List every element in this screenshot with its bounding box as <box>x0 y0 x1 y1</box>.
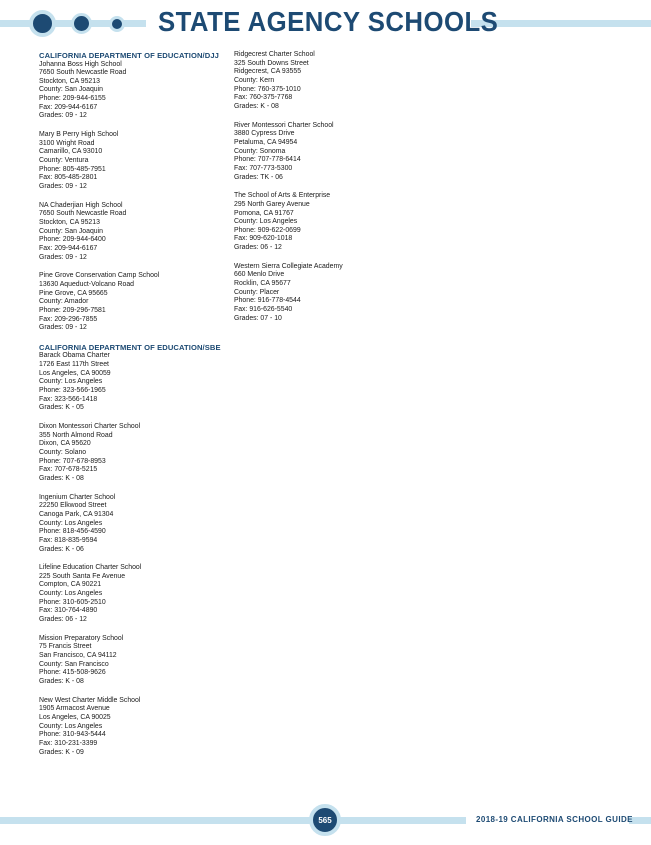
school-fax: Fax: 209-296-7855 <box>39 315 98 323</box>
page-title: STATE AGENCY SCHOOLS <box>158 6 499 37</box>
school-county: County: Ventura <box>39 157 89 165</box>
school-address: 3100 Wright Road <box>39 139 95 147</box>
school-entry <box>39 61 224 122</box>
school-address: 3880 Cypress Drive <box>234 130 295 138</box>
school-address: 13630 Aqueduct-Volcano Road <box>39 280 135 288</box>
school-fax: Fax: 209-944-6167 <box>39 244 98 252</box>
school-county: County: Placer <box>234 288 280 296</box>
school-name: Dixon Montessori Charter School <box>39 422 141 430</box>
school-entry <box>39 202 224 263</box>
school-name: Lifeline Education Charter School <box>39 564 142 572</box>
header-dot-small <box>109 16 125 32</box>
school-county: County: Solano <box>39 448 87 456</box>
school-fax: Fax: 909-620-1018 <box>234 235 293 243</box>
school-phone: Phone: 818-456-4590 <box>39 528 106 536</box>
school-fax: Fax: 760-375-7768 <box>234 94 293 102</box>
school-grades: Grades: K - 09 <box>39 748 84 756</box>
school-name: Mary B Perry High School <box>39 131 119 139</box>
school-entry <box>39 423 224 484</box>
school-county: County: Kern <box>234 76 275 84</box>
school-fax: Fax: 310-764-4890 <box>39 607 98 615</box>
school-fax: Fax: 916-626-5540 <box>234 306 293 314</box>
school-fax: Fax: 707-678-5215 <box>39 466 98 474</box>
school-fax: Fax: 209-944-6167 <box>39 103 98 111</box>
school-entry <box>39 635 224 687</box>
column-left <box>39 51 224 767</box>
school-grades: Grades: 06 - 12 <box>39 616 87 624</box>
school-phone: Phone: 805-485-7951 <box>39 165 106 173</box>
school-name: Pine Grove Conservation Camp School <box>39 272 160 280</box>
school-entry <box>39 697 224 758</box>
school-city: San Francisco, CA 94112 <box>39 652 117 660</box>
school-address: 660 Menlo Drive <box>234 271 285 279</box>
school-name: Johanna Boss High School <box>39 60 122 68</box>
school-phone: Phone: 707-778-6414 <box>234 156 301 164</box>
school-name: New West Charter Middle School <box>39 696 141 704</box>
school-address: 1905 Armacost Avenue <box>39 705 110 713</box>
school-city: Pomona, CA 91767 <box>234 209 294 217</box>
header-rule-segment <box>122 20 146 27</box>
school-phone: Phone: 916-778-4544 <box>234 297 301 305</box>
school-city: Compton, CA 90221 <box>39 581 102 589</box>
school-address: 1726 East 117th Street <box>39 361 109 369</box>
school-grades: Grades: 07 - 10 <box>234 314 282 322</box>
school-grades: Grades: K - 08 <box>234 102 279 110</box>
school-county: County: Amador <box>39 298 89 306</box>
school-phone: Phone: 310-943-5444 <box>39 731 106 739</box>
school-county: County: Los Angeles <box>234 218 298 226</box>
school-entry <box>39 494 224 555</box>
school-fax: Fax: 707-773-5300 <box>234 164 293 172</box>
school-city: Stockton, CA 95213 <box>39 77 100 85</box>
school-city: Dixon, CA 95620 <box>39 440 91 448</box>
school-entry <box>39 272 224 333</box>
school-name: Western Sierra Collegiate Academy <box>234 262 343 270</box>
school-entry <box>234 263 419 324</box>
school-address: 7650 South Newcastle Road <box>39 69 127 77</box>
school-entry <box>234 192 419 253</box>
school-city: Camarillo, CA 93010 <box>39 148 103 156</box>
school-city: Pine Grove, CA 95665 <box>39 289 108 297</box>
school-address: 7650 South Newcastle Road <box>39 210 127 218</box>
school-city: Rocklin, CA 95677 <box>234 280 291 288</box>
school-phone: Phone: 909-622-0699 <box>234 226 301 234</box>
school-grades: Grades: TK - 06 <box>234 173 283 181</box>
school-county: County: San Francisco <box>39 660 109 668</box>
school-name: Mission Preparatory School <box>39 634 124 642</box>
school-address: 75 Francis Street <box>39 643 92 651</box>
header-dot-large <box>29 10 56 37</box>
school-county: County: Los Angeles <box>39 378 103 386</box>
school-county: County: Los Angeles <box>39 590 103 598</box>
school-address: 355 North Almond Road <box>39 431 113 439</box>
school-city: Ridgecrest, CA 93555 <box>234 68 302 76</box>
school-city: Stockton, CA 95213 <box>39 219 100 226</box>
school-phone: Phone: 415-508-9626 <box>39 669 106 677</box>
footer-rule-right <box>340 817 466 824</box>
school-name: River Montessori Charter School <box>234 121 334 129</box>
school-name: Ingenium Charter School <box>39 493 116 501</box>
school-entry <box>234 122 419 183</box>
school-address: 325 South Downs Street <box>234 59 309 67</box>
school-phone: Phone: 310-605-2510 <box>39 598 106 606</box>
school-phone: Phone: 760-375-1010 <box>234 85 301 93</box>
school-city: Petaluma, CA 94954 <box>234 138 298 146</box>
school-grades: Grades: K - 06 <box>39 545 84 553</box>
section-heading: CALIFORNIA DEPARTMENT OF EDUCATION/DJJ <box>39 51 220 60</box>
school-city: Canoga Park, CA 91304 <box>39 510 114 518</box>
school-entry <box>39 564 224 625</box>
school-entry <box>39 131 224 192</box>
school-grades: Grades: K - 05 <box>39 404 84 412</box>
header-dot-medium <box>71 13 92 34</box>
school-fax: Fax: 805-485-2801 <box>39 174 98 182</box>
school-county: County: Sonoma <box>234 147 286 155</box>
school-phone: Phone: 209-296-7581 <box>39 306 106 314</box>
column-right <box>234 51 419 333</box>
school-address: 295 North Garey Avenue <box>234 200 310 208</box>
school-county: County: San Joaquin <box>39 86 103 94</box>
school-grades: Grades: K - 08 <box>39 474 84 482</box>
section-heading: CALIFORNIA DEPARTMENT OF EDUCATION/SBE <box>39 342 221 352</box>
school-phone: Phone: 707-678-8953 <box>39 457 106 465</box>
school-fax: Fax: 310-231-3399 <box>39 739 98 747</box>
school-entry <box>234 51 419 112</box>
page-number: 565 <box>309 804 341 836</box>
school-grades: Grades: 09 - 12 <box>39 253 87 261</box>
school-county: County: San Joaquin <box>39 227 103 235</box>
school-phone: Phone: 209-944-6400 <box>39 236 106 244</box>
school-city: Los Angeles, CA 90059 <box>39 369 111 377</box>
footer-rule-left <box>0 817 311 824</box>
school-address: 22250 Elkwood Street <box>39 502 107 510</box>
school-grades: Grades: K - 08 <box>39 678 84 686</box>
school-grades: Grades: 09 - 12 <box>39 112 87 120</box>
school-grades: Grades: 09 - 12 <box>39 324 87 332</box>
school-fax: Fax: 818-835-9594 <box>39 536 98 544</box>
school-fax: Fax: 323-566-1418 <box>39 395 98 403</box>
school-grades: Grades: 09 - 12 <box>39 183 87 191</box>
school-entry <box>39 352 224 413</box>
school-city: Los Angeles, CA 90025 <box>39 714 111 721</box>
school-county: County: Los Angeles <box>39 722 103 730</box>
school-phone: Phone: 209-944-6155 <box>39 95 106 103</box>
school-county: County: Los Angeles <box>39 519 103 527</box>
school-address: 225 South Santa Fe Avenue <box>39 572 126 580</box>
school-name: Barack Obama Charter <box>39 352 110 360</box>
school-phone: Phone: 323-566-1965 <box>39 387 106 394</box>
school-name: NA Chaderjian High School <box>39 201 123 209</box>
school-name: Ridgecrest Charter School <box>234 51 315 58</box>
school-name: The School of Arts & Enterprise <box>234 192 331 200</box>
school-grades: Grades: 06 - 12 <box>234 244 282 252</box>
guide-name: 2018-19 CALIFORNIA SCHOOL GUIDE <box>476 815 633 824</box>
